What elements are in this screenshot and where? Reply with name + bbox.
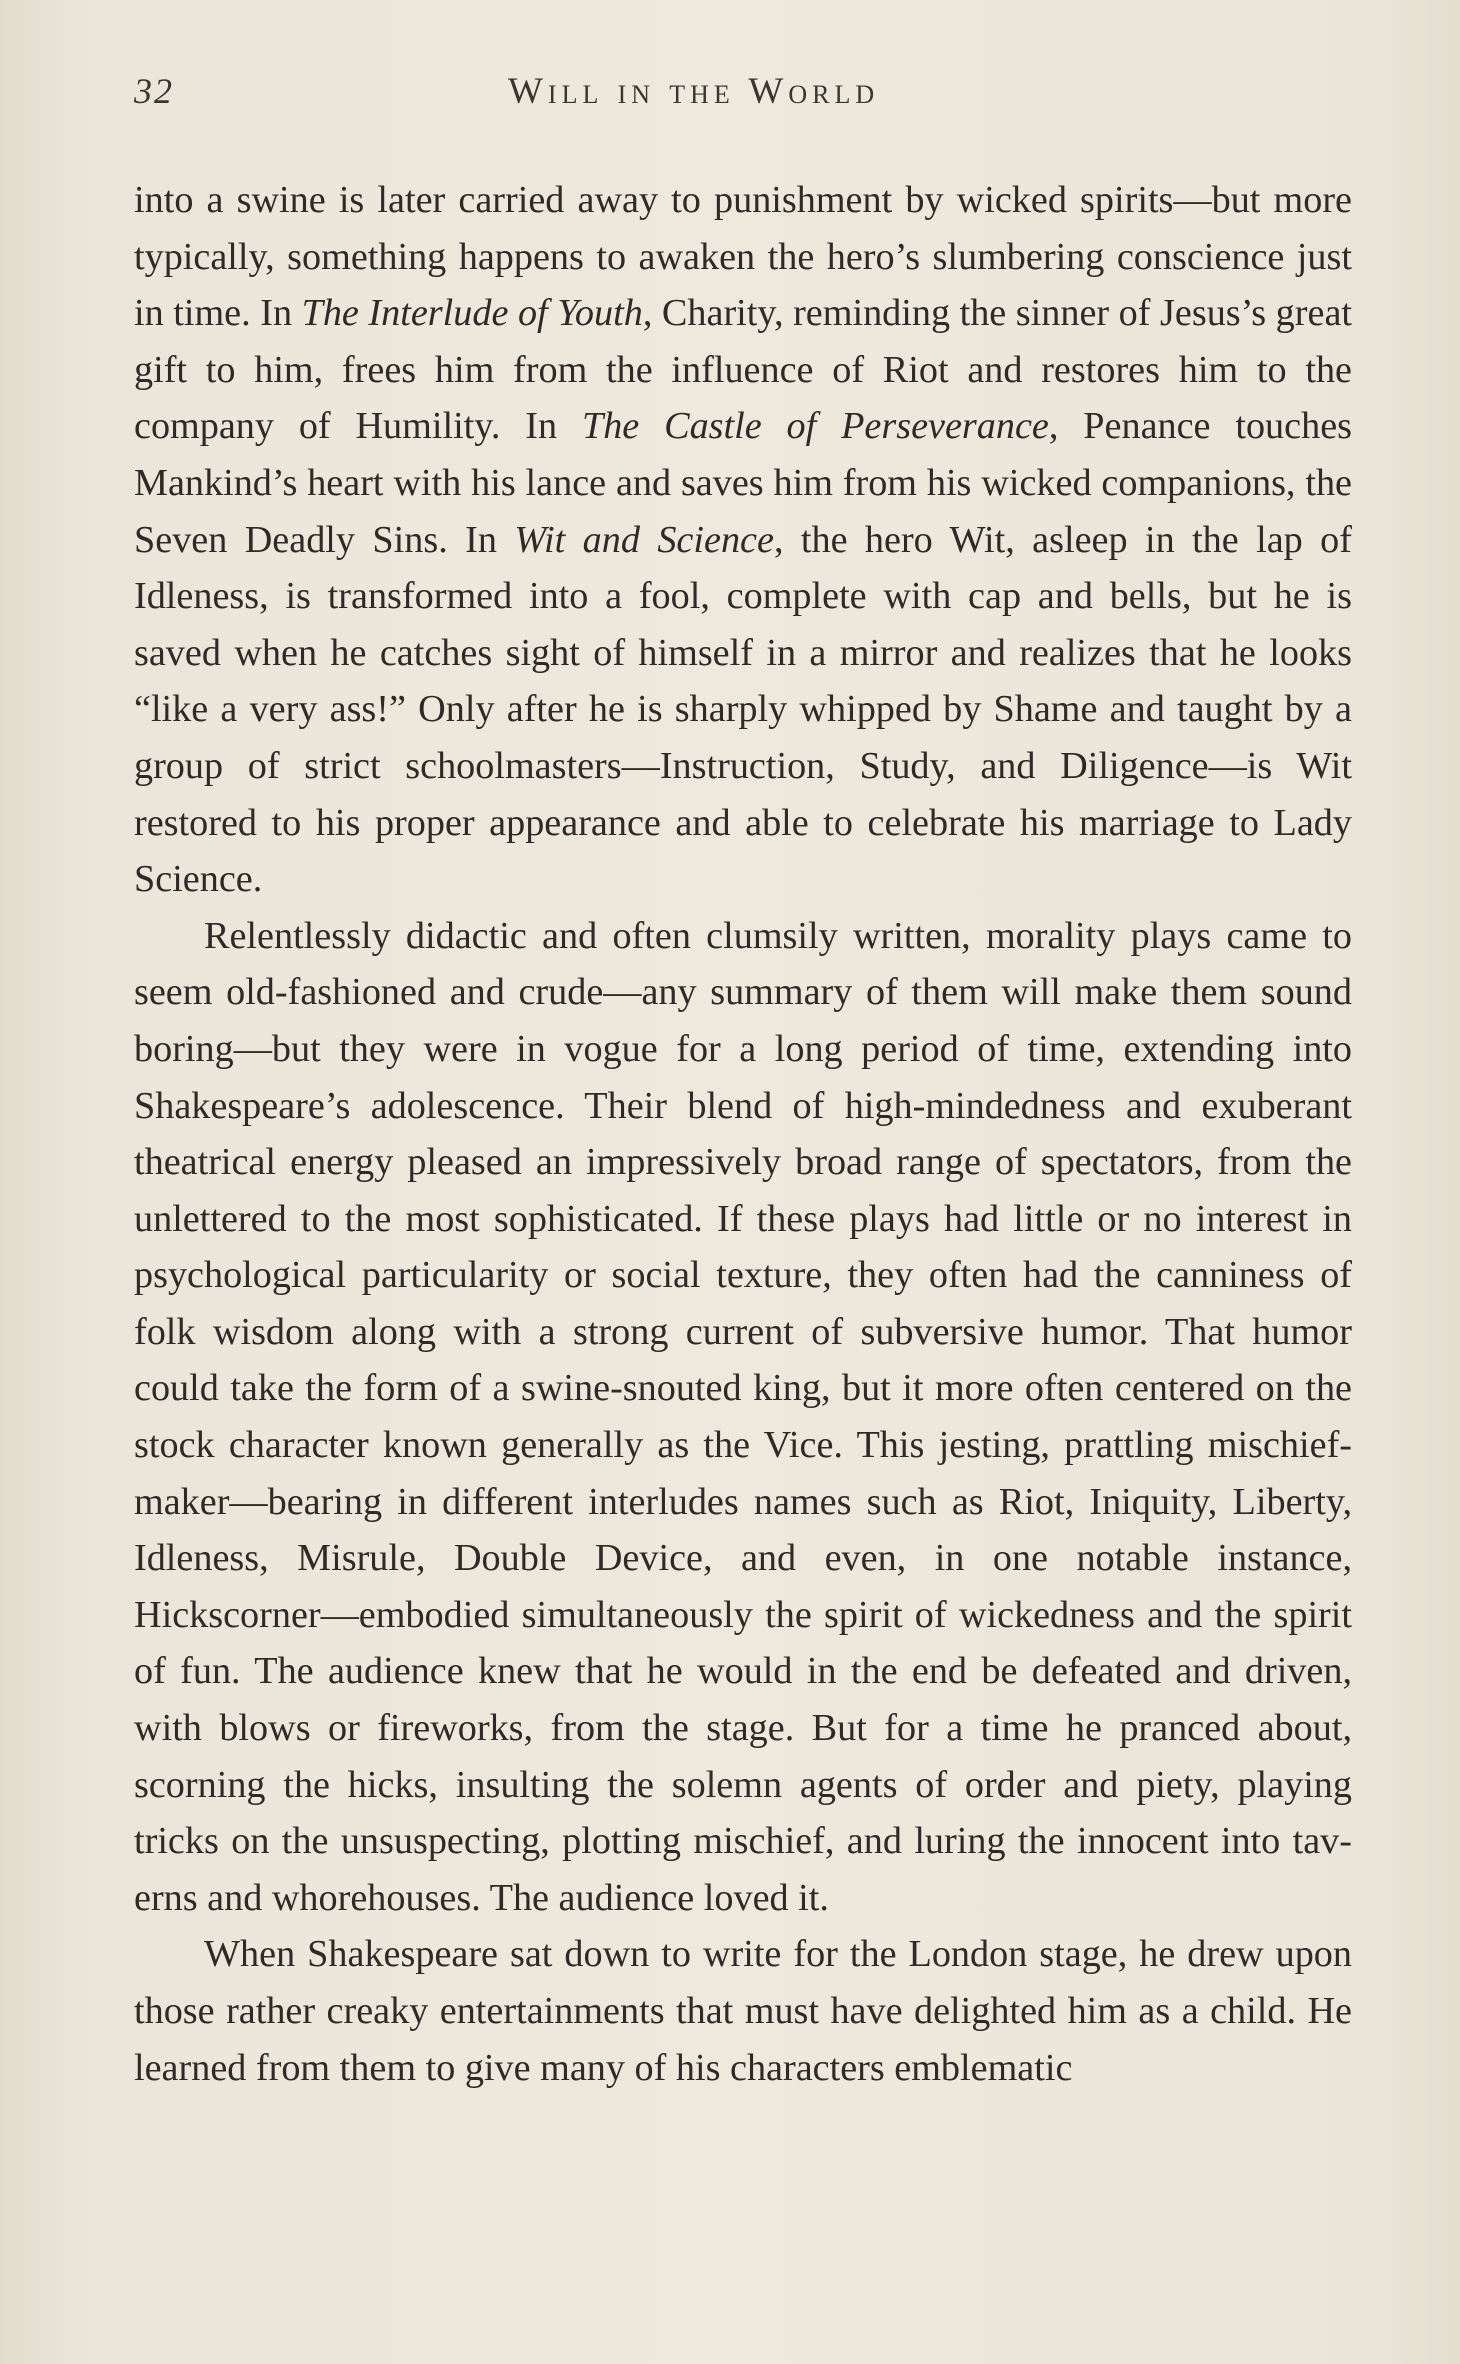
body-text bbox=[134, 172, 1352, 2096]
running-head bbox=[134, 70, 1352, 120]
text-segment: , Charity, reminding the sinner of Jesus’s great gift to him, frees him from the influence of Riot and restores him to the company of Humility. In bbox=[134, 292, 1352, 448]
play-title-interlude-of-youth: The Interlude of Youth bbox=[301, 292, 643, 335]
text-segment: , Penance touches Mankind’s heart with his lance and saves him from his wicked companions, the Seven Deadly Sins. In bbox=[134, 405, 1353, 561]
play-title-wit-and-science: Wit and Science bbox=[514, 518, 774, 561]
paragraph-3 bbox=[134, 1926, 1352, 2096]
book-title: Will in the World bbox=[508, 71, 880, 112]
text-segment: , the hero Wit, asleep in the lap of Idleness, is transformed into a fool, complete with cap and bells, but he is saved when he catches sight of himself in a mirror and realizes that he looks “like a very ass!” Only after he is sharply whipped by Shame and taught by a group of strict schoolmasters—Instruction, Study, and Diligence—is Wit restored to his proper appearance and able to celebrate his marriage to Lady Science. bbox=[134, 518, 1352, 901]
text-segment: When Shakespeare sat down to write for the London stage, he drew upon those rather creaky entertainments that must have delighted him as a child. He learned from them to give many of his characters emblematic bbox=[134, 1933, 1352, 2089]
play-title-castle-of-perseverance: The Castle of Perseverance bbox=[581, 405, 1049, 448]
page-number: 32 bbox=[134, 71, 174, 111]
paragraph-1 bbox=[134, 172, 1352, 908]
text-segment: into a swine is later carried away to punishment by wicked spirits—but more typically, something happens to awaken the hero’s slumbering conscience just in time. In bbox=[134, 179, 1352, 335]
text-segment: Relentlessly didactic and often clumsily written, morality plays came to seem old-fashioned and crude—any summary of them will make them sound boring—but they were in vogue for a long period of time, extending into Shakespeare’s adolescence. Their blend of high-mindedness and exuberant theatrical energy pleased an impressively broad range of spectators, from the unlettered to the most sophisticated. If these plays had little or no interest in psychological particularity or social texture, they often had the canniness of folk wisdom along with a strong current of subversive humor. That humor could take the form of a swine-snouted king, but it more often centered on the stock character known generally as the Vice. This jesting, prattling mischief-maker—bearing in different interludes names such as Riot, Iniquity, Liberty, Idleness, Misrule, Double Device, and even, in one notable instance, Hickscorner—embodied simultaneously the spirit of wickedness and the spirit of fun. The audience knew that he would in the end be defeated and driven, with blows or fireworks, from the stage. But for a time he pranced about, scorning the hicks, insulting the solemn agents of order and piety, playing tricks on the unsuspecting, plotting mischief, and luring the innocent into taverns and whorehouses. The audience loved it. bbox=[134, 914, 1352, 1919]
paragraph-2 bbox=[134, 908, 1352, 1927]
